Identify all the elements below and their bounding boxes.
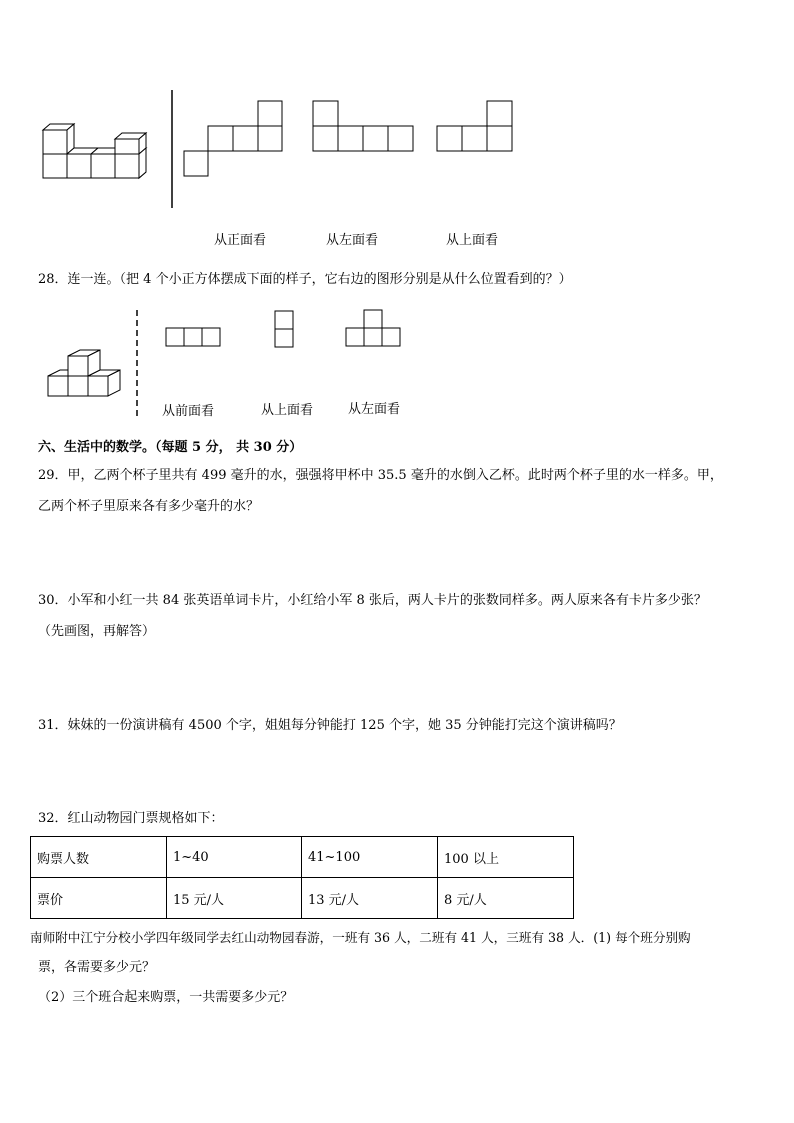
- q28-view-label-top: 从上面看: [261, 403, 314, 418]
- section-6-title: 六、生活中的数学。（每题 5 分， 共 30 分）: [38, 440, 303, 455]
- table-cell: 票价: [31, 878, 167, 919]
- q30-line-1: 30．小军和小红一共 84 张英语单词卡片，小红给小军 8 张后，两人卡片的张数同样多。两人原来各有卡片多少张？: [38, 593, 707, 608]
- q28-stem: 28．连一连。（把 4 个小正方体摆成下面的样子，它右边的图形分别是从什么位置看到的？）: [38, 272, 572, 287]
- table-cell: 购票人数: [31, 837, 167, 878]
- q32-line-1: 南师附中江宁分校小学四年级同学去红山动物园春游，一班有 36 人，二班有 41 人，三班有 38 人．(1) 每个班分别购: [30, 930, 691, 945]
- table-row: [31, 878, 574, 919]
- q29-line-2: 乙两个杯子里原来各有多少毫升的水？: [38, 499, 260, 514]
- q27-view-label-front: 从正面看: [214, 233, 267, 248]
- q31-line-1: 31．妹妹的一份演讲稿有 4500 个字，姐姐每分钟能打 125 个字，她 35 分钟能打完这个演讲稿吗？: [38, 718, 622, 733]
- q28-view-label-front: 从前面看: [162, 404, 215, 419]
- q32-line-2: 票，各需要多少元？: [38, 960, 156, 975]
- table-cell: 15 元/人: [167, 878, 302, 919]
- q27-front-view: [184, 101, 282, 176]
- q28-view-3: [346, 310, 400, 346]
- q27-3d-cubes: [43, 124, 146, 178]
- table-cell: 1~40: [167, 837, 302, 878]
- table-cell: 13 元/人: [302, 878, 438, 919]
- q27-cube-figure: [0, 0, 794, 260]
- q32-line-3: （2）三个班合起来购票，一共需要多少元？: [38, 990, 294, 1005]
- q27-top-view: [437, 101, 512, 151]
- q28-3d-cubes: [48, 350, 120, 396]
- q27-left-view: [313, 101, 413, 151]
- table-row: [31, 837, 574, 878]
- q32-stem: 32．红山动物园门票规格如下：: [38, 811, 224, 826]
- q27-view-label-left: 从左面看: [326, 233, 379, 248]
- q28-view-2: [275, 311, 293, 347]
- q30-line-2: （先画图，再解答）: [38, 624, 156, 639]
- q28-view-1: [166, 328, 220, 346]
- table-cell: 100 以上: [438, 837, 574, 878]
- q28-view-label-left: 从左面看: [348, 402, 401, 417]
- q29-line-1: 29．甲，乙两个杯子里共有 499 毫升的水，强强将甲杯中 35.5 毫升的水倒入乙杯。此时两个杯子里的水一样多。甲，: [38, 468, 723, 483]
- table-cell: 41~100: [302, 837, 438, 878]
- table-cell: 8 元/人: [438, 878, 574, 919]
- q27-view-label-top: 从上面看: [446, 233, 499, 248]
- q32-ticket-table: [30, 836, 574, 919]
